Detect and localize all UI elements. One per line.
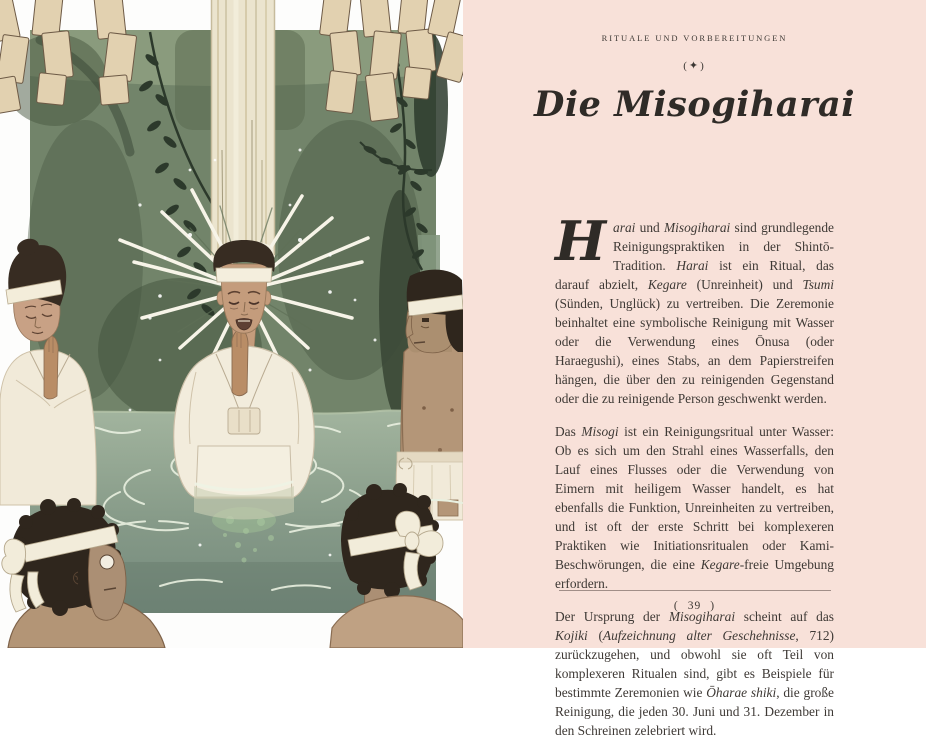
paragraph-text: Das Misogi ist ein Reinigungsritual unter Wasser: Ob es sich um den Strahl eines Wasserfalls, den Lauf eines Flusses oder die Verwendung von Eimern mit heiligem Wasser handelt, es hat ebenfalls die Funktion, Unreinheiten zu vertreiben, und ist oft der erste Schritt bei komplexeren Praktiken wie Initiationsritualen oder Kami-Beschwörungen, die eine Kegare-freie Umgebung erfordern. — [555, 424, 834, 591]
drop-cap: H — [555, 209, 607, 273]
page-number — [559, 600, 831, 612]
paragraph-text: arai und Misogiharai sind grundlegende Reinigungspraktiken in der Shintō-Tradition. Harai ist ein Ritual, das darauf abzielt, Kegare (Unreinheit) und Tsumi (Sünden, Unglück) zu vertreiben. Die Zeremonie beinhaltet eine symbolische Reinigung mit Wasser oder die Verwendung eines Ōnusa (oder Haraegushi), eines Stabs, an dem Papierstreifen hängen, die über den zu reinigenden Gegenstand oder die zu reinigende Person geschwenkt werden. — [555, 220, 835, 406]
left-page — [0, 0, 463, 648]
running-header: RITUALE UND VORBEREITUNGEN — [601, 33, 788, 43]
right-page — [463, 0, 926, 738]
waterfall — [211, 0, 275, 258]
chapter-title: Die Misogiharai — [534, 84, 855, 125]
body-paragraph — [555, 209, 835, 408]
page-footer — [559, 590, 831, 612]
body-paragraph — [555, 422, 834, 593]
body-paragraph — [555, 607, 834, 740]
chapter-body — [555, 209, 835, 740]
misogi-illustration — [0, 0, 463, 648]
folio-bracket-left: ( — [673, 600, 679, 612]
footer-rule — [559, 590, 831, 591]
folio-number: 39 — [687, 600, 702, 612]
paragraph-text: Der Ursprung der Misogiharai scheint auf das Kojiki (Aufzeichnung alter Geschehnisse, 712) zurückzugehen, und obwohl sie oft Teil von komplexeren Ritualen sind, gibt es Beispiele für bestimmte Zeremonien wie Ōharae shiki, die große Reinigung, die jeden 30. Juni und 31. Dezember in den Schreinen zelebriert wird. — [555, 609, 834, 738]
folio-bracket-right: ) — [710, 600, 716, 612]
section-ornament-icon: (✦) — [683, 60, 706, 72]
